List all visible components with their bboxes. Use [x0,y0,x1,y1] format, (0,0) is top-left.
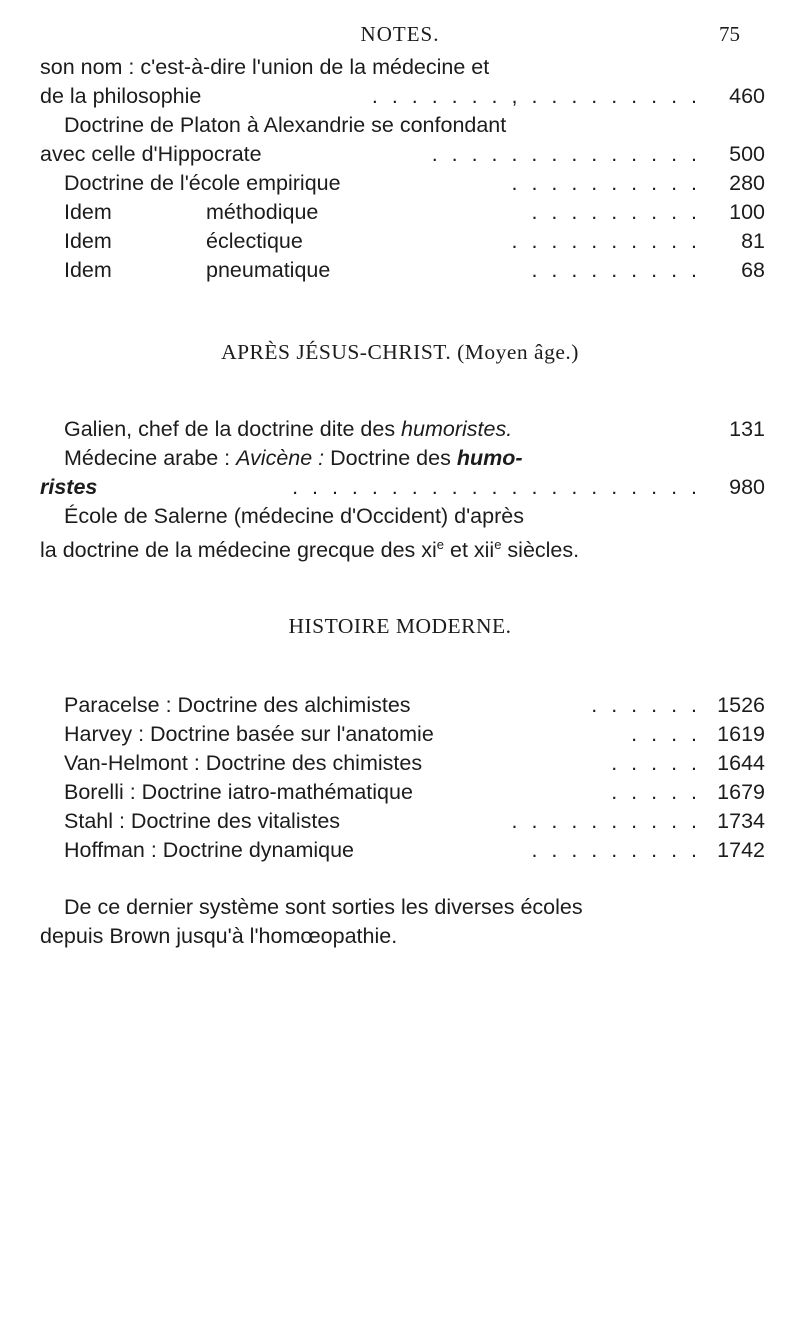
entry-label: ristes [40,475,98,499]
ancient-line-3: Doctrine de Platon à Alexandrie se confondant [64,113,507,137]
entry-label: avec celle d'Hippocrate [40,142,262,166]
dot-leader: . . . . . . . . . . [511,171,701,195]
entry-salerne-line-1: École de Salerne (médecine d'Occident) d'après [64,504,524,528]
ancient-entry-empirique [64,168,765,198]
entry-label: Borelli : Doctrine iatro-mathématique [64,780,413,804]
ancient-entry-methodique [64,197,765,227]
entry-label: Paracelse : Doctrine des alchimistes [64,693,411,717]
dot-leader: . . . . . . . . . [531,200,701,224]
dot-leader: . . . . . [611,780,701,804]
entry-medecine-arabe: Médecine arabe : Avicène : Doctrine des humo- [64,446,523,470]
ancient-entry-philosophie [40,81,765,111]
entry-school: éclectique [206,229,303,253]
entry-hoffman [64,835,765,865]
ancient-line-1: son nom : c'est-à-dire l'union de la médecine et [40,55,490,79]
ancient-entry-pneumatique [64,255,765,285]
section-heading-histoire-moderne: HISTOIRE MODERNE. [288,614,512,638]
entry-label: Van-Helmont : Doctrine des chimistes [64,751,423,775]
entry-ristes [40,472,765,502]
closing-line-1: De ce dernier système sont sorties les diverses écoles [64,895,583,919]
entry-value: 100 [729,200,765,224]
entry-van-helmont [64,748,765,778]
dot-leader: . . . . . . . , . . . . . . . . . [371,84,701,108]
entry-value: 1644 [717,751,765,775]
entry-label: Idem [64,258,112,282]
dot-leader: . . . . . . . . . . . . . . . . . . . . . [292,475,701,499]
entry-label: Doctrine de l'école empirique [64,171,341,195]
entry-paracelse [64,690,765,720]
entry-label: Stahl : Doctrine des vitalistes [64,809,341,833]
entry-value: 81 [741,229,765,253]
dot-leader: . . . . . . [591,693,701,717]
dot-leader: . . . . . . . . . . [511,229,701,253]
entry-value: 500 [729,142,765,166]
running-header: NOTES. [360,22,440,46]
entry-value: 131 [729,417,765,441]
section-heading-moyen-age: APRÈS JÉSUS-CHRIST. (Moyen âge.) [221,340,579,364]
entry-value: 980 [729,475,765,499]
entry-school: méthodique [206,200,319,224]
dot-leader: . . . . . . . . . [531,838,701,862]
ancient-entry-hippocrate [40,139,765,169]
entry-salerne-line-2: la doctrine de la médecine grecque des $xi^e$ et xii$^e$ siècles. [40,537,580,563]
entry-value: 280 [729,171,765,195]
entry-stahl [64,806,765,836]
dot-leader: . . . . . . . . . . [511,809,701,833]
dot-leader: . . . . [631,722,701,746]
dot-leader: . . . . . . . . . [531,258,701,282]
entry-value: 1742 [717,838,765,862]
page-number: 75 [719,22,740,46]
entry-label: Harvey : Doctrine basée sur l'anatomie [64,722,434,746]
ancient-entry-eclectique [64,226,765,256]
entry-value: 1734 [717,809,765,833]
dot-leader: . . . . . . . . . . . . . . [431,142,701,166]
entry-label: Hoffman : Doctrine dynamique [64,838,354,862]
entry-borelli [64,777,765,807]
entry-value: 1679 [717,780,765,804]
entry-value: 68 [741,258,765,282]
entry-value: 460 [729,84,765,108]
closing-line-2: depuis Brown jusqu'à l'homœopathie. [40,924,398,948]
entry-harvey [64,719,765,749]
entry-value: 1619 [717,722,765,746]
entry-value: 1526 [717,693,765,717]
entry-label: Idem [64,200,112,224]
dot-leader: . . . . . [611,751,701,775]
entry-galien: Galien, chef de la doctrine dite des humoristes. 131 [64,414,765,444]
entry-label: Idem [64,229,112,253]
entry-label: de la philosophie [40,84,202,108]
entry-school: pneumatique [206,258,331,282]
